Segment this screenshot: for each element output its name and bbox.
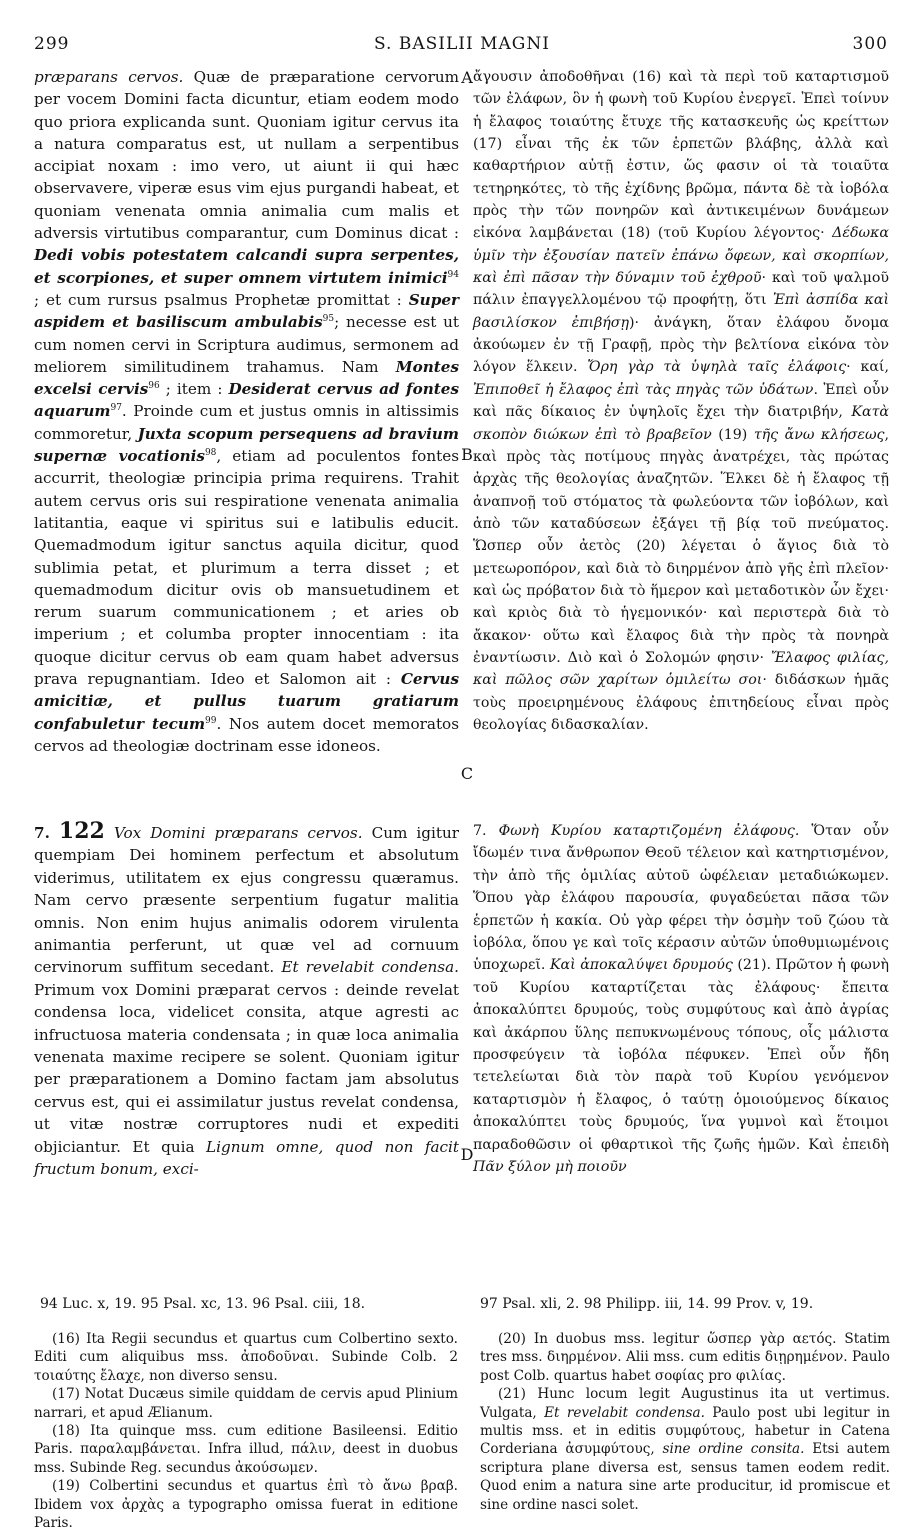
footnote-ref: 97 [110, 403, 122, 414]
note-16: (16) Ita Regii secundus et quartus cum Colbertino sexto. Editi cum aliquibus mss. ἀποδοῦναι. Subinde Colb. 2 τοιαύτης ἔλαχε, non diverso sensu. [34, 1331, 458, 1384]
latin-section-7 [34, 820, 459, 1181]
latin-paragraph: 7. 122 Vox Domini præparans cervos. Cum igitur quempiam Dei hominem perfectum et absolutum viderimus, utilitatem ex ejus congressu quæramus. Nam cervo præsente serpentium fugatur malitia omnis. Non enim hujus animalis odorem virulenta animantia perferunt, ut quæ vel ad cornuum cervinorum suffitum secedant. Et revelabit condensa. Primum vox Domini præparat cervos : deinde revelat condensa loca, videlicet consita, atque agresti ac infructuosa materia condensata ; in quæ loca animalia venenata maxime recipere se solent. Quoniam igitur per præparationem a Domino factam jam absolutus cervus est, qui ei assimilatur justus revelat condensa, ut vitæ nostræ corruptores nudi et expediti objiciantur. Et quia Lignum omne, quod non facit fructum bonum, exci- [34, 818, 460, 1179]
margin-letter-c: C [460, 764, 474, 783]
note-19: (19) Colbertini secundus et quartus ἐπὶ τὸ ἄνω βραβ. Ibidem vox ἀρχὰς a typographo omissa fuerat in editione Paris. [34, 1478, 458, 1532]
note-21: (21) Hunc locum legit Augustinus ita ut vertimus. Vulgata, Et revelabit condensa. Paulo post ubi legitur in multis mss. et in editis συμφύτους, habetur in Catena Corderiana ἀσυμφύτους, sine ordine consita. Etsi autem scriptura plane diversa est, sensus tamen eodem redit. Quod enim a natura sine arte producitur, id promiscue et sine ordine nasci solet. [480, 1386, 891, 1513]
critical-notes-right [480, 1330, 890, 1514]
column-number: 122 [58, 818, 105, 844]
greek-text-continuation [473, 66, 889, 736]
greek-section-7 [473, 820, 889, 1179]
note-17: (17) Notat Ducæus simile quiddam de cervis apud Plinium narrari, et apud Ælianum. [34, 1386, 458, 1421]
footnote-ref: 95 [322, 314, 335, 325]
greek-paragraph: 7. Φωνὴ Κυρίου καταρτιζομένη ἐλάφους. Ὅταν οὖν ἴδωμέν τινα ἄνθρωπον Θεοῦ τέλειον καὶ κατηρτισμένον, τὴν ἀπὸ τῆς ὁμιλίας αὐτοῦ ὠφέλειαν μεταδιώκωμεν. Ὅπου γὰρ ἐλάφου παρουσία, φυγαδεύεται πᾶσα τῶν ἑρπετῶν ἡ κακία. Οὐ γὰρ φέρει τὴν ὀσμὴν τοῦ ζώου τὰ ἰοβόλα, ὅπου γε καὶ τοῖς κέρασιν αὐτῶν ὑποθυμιωμένοις ὑποχωρεῖ. Καὶ ἀποκαλύψει δρυμούς (21). Πρῶτον ἡ φωνὴ τοῦ Κυρίου καταρτίζεται τὰς ἐλάφους· ἔπειτα ἀποκαλύπτει δρυμούς, τοὺς συμφύτους καὶ ἀπὸ ἀγρίας καὶ ἀκάρπου ὕλης πεπυκνωμένους τόπους, οἷς μάλιστα προσφεύγειν τὰ ἰοβόλα πέφυκεν. Ἐπεὶ οὖν ἤδη τετελείωται διὰ τὸν παρὰ τοῦ Κυρίου γενόμενον καταρτισμὸν ἡ ἔλαφος, ὁ ταύτῃ ὁμοιούμενος δίκαιος ἀποκαλύπτει τοὺς δρυμούς, ἵνα γυμνοὶ καὶ ἕτοιμοι παραδοθῶσιν οἱ φθαρτικοὶ τῆς ζωῆς ἡμῶν. Καὶ ἐπειδὴ Πᾶν ξύλον μὴ ποιοῦν [473, 823, 889, 1176]
page-number-right: 300 [852, 34, 888, 54]
page-header [0, 32, 924, 58]
greek-paragraph: ἄγουσιν ἀποδοθῆναι (16) καὶ τὰ περὶ τοῦ καταρτισμοῦ τῶν ἐλάφων, ὃν ἡ φωνὴ τοῦ Κυρίου ἐνεργεῖ. Ἐπεὶ τοίνυν ἡ ἔλαφος τοιαύτης ἔτυχε τῆς κατασκευῆς ὡς κρείττων (17) εἶναι τῆς ἐκ τῶν ἑρπετῶν βλάβης, ἀλλὰ καὶ καθαρτήριον αὐτῇ ἐστιν, ὥς φασιν οἱ τὰ τοιαῦτα τετηρηκότες, τὸ τῆς ἐχίδνης βρῶμα, πάντα δὲ τὰ ἰοβόλα πρὸς τὴν τῶν πονηρῶν καὶ ἀντικειμένων δυνάμεων εἰκόνα λαμβάνεται (18) (τοῦ Κυρίου λέγοντος· Δέδωκα ὑμῖν τὴν ἐξουσίαν πατεῖν ἐπάνω ὄφεων, καὶ σκορπίων, καὶ ἐπὶ πᾶσαν τὴν δύναμιν τοῦ ἐχθροῦ· καὶ τοῦ ψαλμοῦ πάλιν ἐπαγγελλομένου τῷ προφήτῃ, ὅτι Ἐπὶ ἀσπίδα καὶ βασιλίσκον ἐπιβήσῃ)· ἀνάγκη, ὅταν ἐλάφου ὄνομα ἀκούωμεν ἐν τῇ Γραφῇ, πρὸς τὴν βελτίονα εἰκόνα τὸν λόγον ἕλκειν. Ὄρη γὰρ τὰ ὑψηλὰ ταῖς ἐλάφοις· καί, Ἐπιποθεῖ ἡ ἔλαφος ἐπὶ τὰς πηγὰς τῶν ὑδάτων. Ἐπεὶ οὖν καὶ πᾶς δίκαιος ἐν ὑψηλοῖς ἔχει τὴν διατριβήν, Κατὰ σκοπὸν διώκων ἐπὶ τὸ βραβεῖον (19) τῆς ἄνω κλήσεως, καὶ πρὸς τὰς ποτίμους πηγὰς ἀνατρέχει, τὰς πρώτας ἀρχὰς τῆς θεολογίας ἀναζητῶν. Ἕλκει δὲ ἡ ἔλαφος τῇ ἀναπνοῇ τοῦ στόματος τὰ φωλεύοντα τῶν ἰοβόλων, καὶ ἀπὸ τῶν καταδύσεων ἐξάγει τῇ βίᾳ τοῦ πνεύματος. Ὥσπερ οὖν ἀετὸς (20) λέγεται ὁ ἅγιος διὰ τὸ μετεωροπόρον, καὶ διὰ τὸ διηρμένον ἀπὸ γῆς ἐπὶ πλεῖον· καὶ ὡς πρόβατον διὰ τὸ ἥμερον καὶ μεταδοτικὸν ὧν ἔχει· καὶ κριὸς διὰ τὸ ἡγεμονικόν· καὶ περιστερὰ διὰ τὸ ἄκακον· οὕτω καὶ ἔλαφος διὰ τὴν πρὸς τὰ πονηρὰ ἐναντίωσιν. Διὸ καὶ ὁ Σολομών φησιν· Ἔλαφος φιλίας, καὶ πῶλος σῶν χαρίτων ὁμιλείτω σοι· διδάσκων ἡμᾶς τοὺς προειρημένους ἐλάφους ἐπιτηδείους εἶναι πρὸς θεολογίας διδασκαλίαν. [473, 69, 890, 733]
running-title: S. BASILII MAGNI [374, 34, 550, 54]
footnote-ref: 96 [148, 381, 160, 392]
footnote-ref: 99 [205, 715, 217, 726]
section-number: 7. [473, 823, 487, 839]
scripture-references-left: 94 Luc. x, 19. 95 Psal. xc, 13. 96 Psal. ciii, 18. [40, 1296, 366, 1312]
scripture-references-right: 97 Psal. xli, 2. 98 Philipp. iii, 14. 99 Prov. v, 19. [480, 1296, 814, 1312]
latin-paragraph: præparans cervos. Quæ de præparatione cervorum per vocem Domini facta dicuntur, etiam eodem modo quo priora explicanda sunt. Quoniam igitur cervus ita a natura comparatus est, ut nullam a serpentibus accipiat noxam : imo vero, ut aiunt ii qui hæc observavere, viperæ esus vim ejus purgandi habeat, et quoniam venenata omnia animalia cum malis et adversis virtutibus comparantur, cum Dominus dicat : Dedi vobis potestatem calcandi supra serpentes, et scorpiones, et super omnem virtutem inimici$^{94}$ ; et cum rursus psalmus Prophetæ promittat : Super aspidem et basiliscum ambulabis$^{95}$; necesse est ut cum nomen cervi in Scriptura audimus, sermonem ad meliorem similitudinem trahamus. Nam Montes excelsi cervis$^{96}$ ; item : Desiderat cervus ad fontes aquarum$^{97}$. Proinde cum et justus omnis in altissimis commoretur, Juxta scopum persequens ad bravium supernæ vocationis$^{98}$, etiam ad poculentos fontes accurrit, theologiæ principia prima requirens. Trahit autem cervus oris sui respiratione venenata animalia latitantia, eaque vi spiritus sui e latibulis educit. Quemadmodum igitur sanctus aquila dicitur, quod sublimia petat, et plurimum a terra disset ; et quemadmodum dicitur ovis ob mansuetudinem et rerum suarum communicationem ; et aries ob imperium ; et columba propter innocentiam : ita quoque dicitur cervus ob eam quam habet adversus prava repugnantiam. Ideo et Salomon ait : Cervus amicitiæ, et pullus tuarum gratiarum confabuletur tecum$^{99}$. Nos autem docet memoratos cervos ad theologiæ doctrinam esse idoneos. [34, 68, 460, 755]
critical-notes-left [34, 1330, 458, 1532]
margin-letter-d: D [460, 1145, 474, 1164]
page-number-left: 299 [34, 34, 70, 54]
footnote-ref: 94 [447, 269, 459, 280]
section-number: 7. [34, 824, 50, 842]
note-20: (20) In duobus mss. legitur ὥσπερ γὰρ αετός. Statim tres mss. διηρμένον. Alii mss. cum editis διῃρημένον. Paulo post Colb. quartus habet σοφίας pro φιλίας. [480, 1331, 890, 1384]
margin-letter-a: A [461, 68, 473, 87]
latin-text-continuation [34, 66, 459, 757]
footnote-ref: 98 [204, 447, 217, 458]
note-18: (18) Ita quinque mss. cum editione Basileensi. Editio Paris. παραλαμβάνεται. Infra illud, πάλιν, deest in duobus mss. Subinde Reg. secundus ἀκούσωμεν. [34, 1423, 458, 1476]
margin-letter-b: B [461, 445, 473, 464]
